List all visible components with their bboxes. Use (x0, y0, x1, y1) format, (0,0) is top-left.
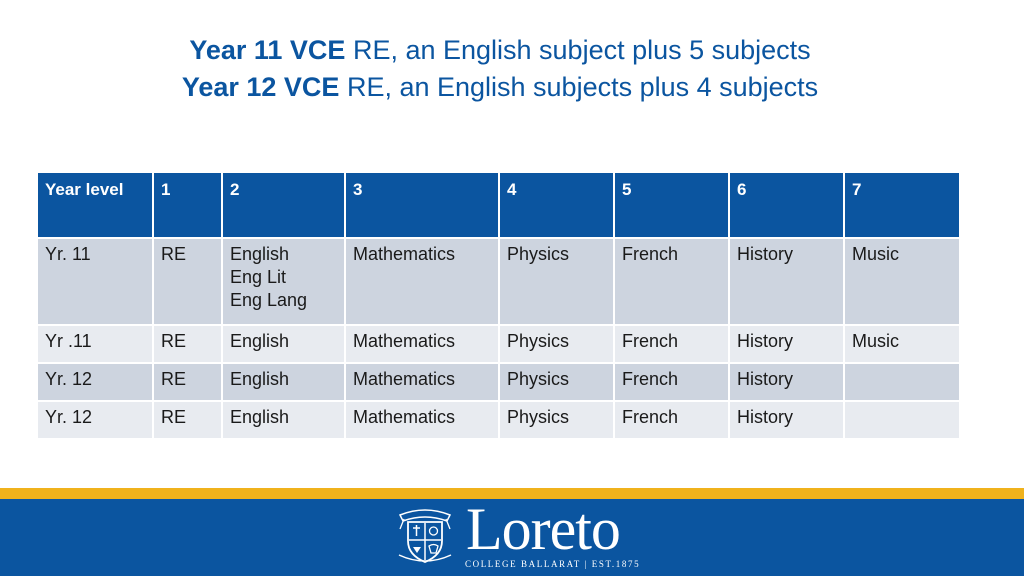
table-cell: Yr .11 (37, 325, 153, 363)
table-cell: RE (153, 363, 222, 401)
table-cell: French (614, 325, 729, 363)
table-cell: Physics (499, 325, 614, 363)
table-cell: Physics (499, 401, 614, 439)
table-cell: Physics (499, 238, 614, 325)
table-cell: History (729, 325, 844, 363)
title-line-2-bold: Year 12 VCE (181, 72, 340, 102)
table-cell: French (614, 238, 729, 325)
table-row (37, 238, 960, 325)
table-cell: English (222, 363, 345, 401)
slide-title (0, 32, 1000, 106)
table-cell: French (614, 401, 729, 439)
header-cell: 4 (499, 172, 614, 238)
table-row (37, 325, 960, 363)
table-cell: Mathematics (345, 238, 499, 325)
table-cell: RE (153, 325, 222, 363)
table-cell: Mathematics (345, 401, 499, 439)
cell-line: Eng Lit (230, 267, 287, 287)
cell-line: Eng Lang (230, 290, 308, 310)
header-cell: 2 (222, 172, 345, 238)
cell-line: English (230, 244, 290, 264)
header-cell: 3 (345, 172, 499, 238)
title-line-1-bold: Year 11 VCE (189, 35, 346, 65)
title-line-2 (0, 69, 1000, 106)
title-line-2-rest: RE, an English subjects plus 4 subjects (339, 72, 819, 102)
loreto-wordmark: Loreto (466, 496, 620, 562)
table-cell: Yr. 12 (37, 363, 153, 401)
header-cell: Year level (37, 172, 153, 238)
table-cell: English (222, 401, 345, 439)
title-line-1-rest: RE, an English subject plus 5 subjects (345, 35, 811, 65)
title-line-1 (0, 32, 1000, 69)
college-subtitle: COLLEGE BALLARAT | EST.1875 (465, 559, 641, 569)
table-cell: Yr. 11 (37, 238, 153, 325)
header-cell: 1 (153, 172, 222, 238)
table-cell (222, 238, 345, 325)
table-cell (844, 401, 960, 439)
table-cell: French (614, 363, 729, 401)
table-cell (844, 363, 960, 401)
subject-table (36, 171, 961, 440)
table-cell: Mathematics (345, 325, 499, 363)
table-cell: Music (844, 238, 960, 325)
table-cell: Physics (499, 363, 614, 401)
table-cell: History (729, 401, 844, 439)
header-cell: 7 (844, 172, 960, 238)
table-cell: English (222, 325, 345, 363)
header-cell: 5 (614, 172, 729, 238)
table-cell: History (729, 238, 844, 325)
table-cell: RE (153, 238, 222, 325)
table-row (37, 363, 960, 401)
table-cell: Mathematics (345, 363, 499, 401)
table-cell: RE (153, 401, 222, 439)
table-row (37, 401, 960, 439)
table-header-row (37, 172, 960, 238)
table-cell: Yr. 12 (37, 401, 153, 439)
loreto-crest-icon (396, 505, 454, 567)
header-cell: 6 (729, 172, 844, 238)
table-cell: Music (844, 325, 960, 363)
table-cell: History (729, 363, 844, 401)
